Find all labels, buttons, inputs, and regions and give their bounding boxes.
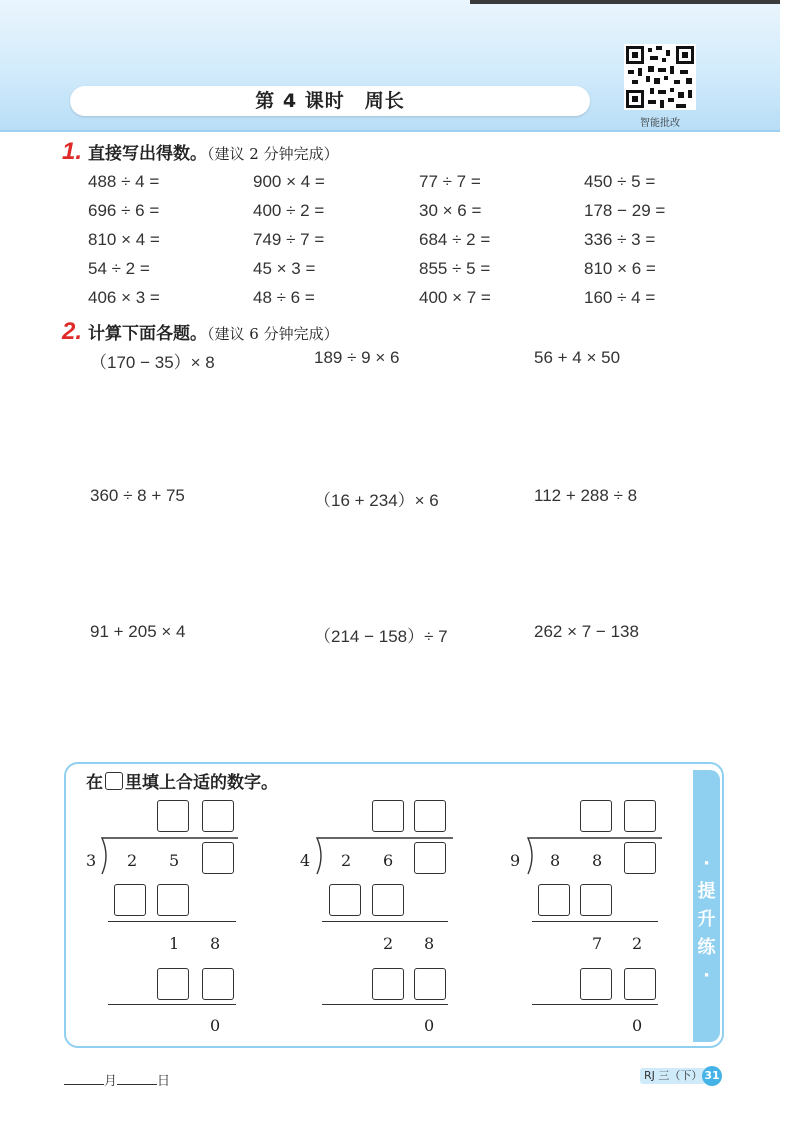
answer-box[interactable] bbox=[414, 842, 446, 874]
dividend-digit: 8 bbox=[592, 851, 603, 870]
answer-box[interactable] bbox=[157, 968, 189, 1000]
section-2-title: 计算下面各题。 bbox=[88, 324, 208, 344]
answer-box[interactable] bbox=[414, 968, 446, 1000]
calc-item: 262 × 7 − 138 bbox=[534, 622, 639, 641]
section-1-title: 直接写出得数。 bbox=[88, 144, 208, 164]
division-line bbox=[532, 921, 658, 922]
oral-item: 855 ÷ 5 = bbox=[419, 259, 491, 278]
dividend-digit: 2 bbox=[341, 851, 352, 870]
calc-item: 56 + 4 × 50 bbox=[534, 348, 621, 367]
footer-date bbox=[64, 1070, 170, 1089]
oral-item: 450 ÷ 5 = bbox=[584, 172, 656, 191]
blank-box-icon bbox=[105, 772, 123, 790]
remainder: 0 bbox=[424, 1016, 435, 1035]
calc-item: 91 + 205 × 4 bbox=[90, 622, 186, 641]
advanced-practice-tab bbox=[693, 770, 720, 1042]
calc-item: （214 − 158）÷ 7 bbox=[314, 627, 448, 646]
division-line bbox=[532, 1004, 658, 1005]
oral-item: 54 ÷ 2 = bbox=[88, 259, 150, 278]
partial-digit: 8 bbox=[424, 934, 435, 953]
answer-box[interactable] bbox=[538, 884, 570, 916]
calc-item: （16 + 234）× 6 bbox=[314, 491, 439, 510]
oral-item: 488 ÷ 4 = bbox=[88, 172, 160, 191]
dividend-digit: 6 bbox=[383, 851, 394, 870]
oral-item: 77 ÷ 7 = bbox=[419, 172, 481, 191]
oral-item: 684 ÷ 2 = bbox=[419, 230, 491, 249]
section-1-heading bbox=[62, 138, 339, 166]
banner-top-line bbox=[470, 0, 780, 4]
answer-box[interactable] bbox=[114, 884, 146, 916]
partial-digit: 7 bbox=[592, 934, 603, 953]
dividend-digit: 5 bbox=[169, 851, 180, 870]
section-1-hint: （建议 2 分钟完成） bbox=[207, 145, 339, 163]
answer-box[interactable] bbox=[580, 884, 612, 916]
oral-item: 749 ÷ 7 = bbox=[253, 230, 325, 249]
title-suffix: 里填上合适的数字。 bbox=[125, 773, 278, 793]
calc-item: （170 − 35）× 8 bbox=[90, 353, 215, 372]
partial-digit: 1 bbox=[169, 934, 180, 953]
title-pill bbox=[70, 86, 590, 116]
answer-box[interactable] bbox=[414, 800, 446, 832]
oral-item: 810 × 6 = bbox=[584, 259, 656, 278]
answer-box[interactable] bbox=[202, 842, 234, 874]
answer-box[interactable] bbox=[624, 800, 656, 832]
qr-code-icon[interactable] bbox=[624, 44, 696, 110]
answer-box[interactable] bbox=[329, 884, 361, 916]
oral-item: 696 ÷ 6 = bbox=[88, 201, 160, 220]
day-blank[interactable] bbox=[117, 1072, 157, 1085]
division-line bbox=[108, 921, 236, 922]
calc-item: 360 ÷ 8 + 75 bbox=[90, 486, 185, 505]
month-blank[interactable] bbox=[64, 1072, 104, 1085]
header-banner bbox=[0, 0, 780, 132]
oral-item: 406 × 3 = bbox=[88, 288, 160, 307]
advanced-practice-tab-label: · 提 升 练 · bbox=[697, 853, 716, 986]
answer-box[interactable] bbox=[157, 884, 189, 916]
partial-digit: 2 bbox=[632, 934, 643, 953]
section-2-hint: （建议 6 分钟完成） bbox=[207, 325, 339, 343]
section-2-number: 2. bbox=[62, 318, 83, 345]
remainder: 0 bbox=[210, 1016, 221, 1035]
answer-box[interactable] bbox=[580, 968, 612, 1000]
divisor: 9 bbox=[510, 851, 521, 870]
divisor: 4 bbox=[300, 851, 311, 870]
oral-item: 336 ÷ 3 = bbox=[584, 230, 656, 249]
day-label: 日 bbox=[157, 1074, 171, 1089]
remainder: 0 bbox=[632, 1016, 643, 1035]
oral-item: 400 × 7 = bbox=[419, 288, 491, 307]
division-line bbox=[322, 1004, 448, 1005]
month-label: 月 bbox=[104, 1074, 118, 1089]
partial-digit: 2 bbox=[383, 934, 394, 953]
dividend-digit: 8 bbox=[550, 851, 561, 870]
oral-item: 900 × 4 = bbox=[253, 172, 325, 191]
calc-item: 189 ÷ 9 × 6 bbox=[314, 348, 400, 367]
answer-box[interactable] bbox=[202, 968, 234, 1000]
grade-tag: RJ 三（下） bbox=[640, 1068, 706, 1084]
answer-box[interactable] bbox=[157, 800, 189, 832]
division-line bbox=[108, 1004, 236, 1005]
title-prefix: 在 bbox=[86, 773, 103, 793]
calc-item: 112 + 288 ÷ 8 bbox=[534, 486, 638, 505]
answer-box[interactable] bbox=[372, 968, 404, 1000]
division-line bbox=[322, 921, 448, 922]
answer-box[interactable] bbox=[624, 968, 656, 1000]
answer-box[interactable] bbox=[580, 800, 612, 832]
answer-box[interactable] bbox=[372, 800, 404, 832]
section-2-heading bbox=[62, 318, 339, 346]
oral-item: 30 × 6 = bbox=[419, 201, 482, 220]
answer-box[interactable] bbox=[372, 884, 404, 916]
page-title: 第 4 课时 周长 bbox=[255, 90, 405, 112]
oral-item: 45 × 3 = bbox=[253, 259, 316, 278]
partial-digit: 8 bbox=[210, 934, 221, 953]
oral-item: 160 ÷ 4 = bbox=[584, 288, 656, 307]
answer-box[interactable] bbox=[202, 800, 234, 832]
answer-box[interactable] bbox=[624, 842, 656, 874]
divisor: 3 bbox=[86, 851, 97, 870]
oral-item: 48 ÷ 6 = bbox=[253, 288, 315, 307]
oral-item: 400 ÷ 2 = bbox=[253, 201, 325, 220]
dividend-digit: 2 bbox=[127, 851, 138, 870]
oral-item: 810 × 4 = bbox=[88, 230, 160, 249]
advanced-practice-title bbox=[86, 768, 278, 793]
page-number: 31 bbox=[702, 1066, 722, 1086]
section-1-number: 1. bbox=[62, 138, 83, 165]
oral-item: 178 − 29 = bbox=[584, 201, 666, 220]
qr-label: 智能批改 bbox=[640, 118, 680, 129]
